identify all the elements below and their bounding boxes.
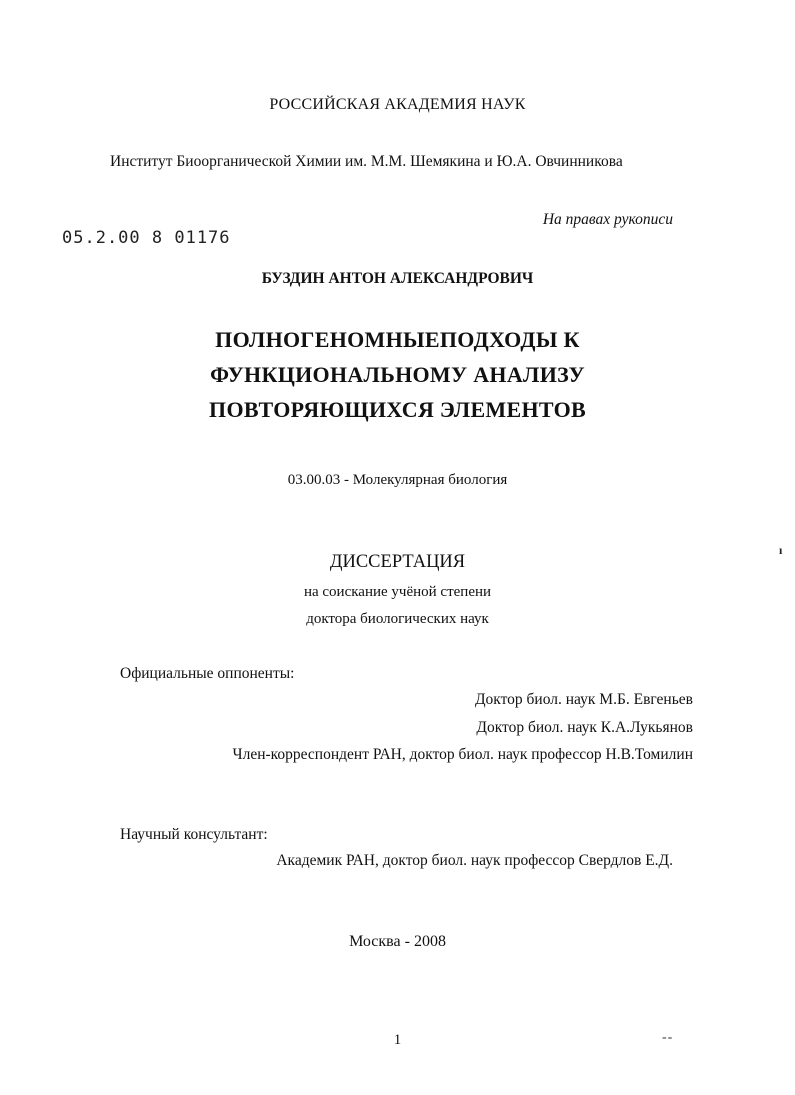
institute-name: Институт Биоорганической Химии им. М.М. Шемякина и Ю.А. Овчинникова: [110, 153, 623, 170]
city-year: Москва - 2008: [349, 933, 446, 950]
thesis-title-line: ПОВТОРЯЮЩИХСЯ ЭЛЕМЕНТОВ: [209, 397, 586, 422]
specialty-code: 03.00.03 - Молекулярная биология: [287, 472, 508, 488]
scan-speck: ı: [779, 543, 783, 557]
opponent-item: Член-корреспондент РАН, доктор биол. наук профессор Н.В.Томилин: [232, 746, 693, 763]
archive-stamp: 05.2.00 8 01176: [62, 228, 231, 248]
thesis-title-line: ФУНКЦИОНАЛЬНОМУ АНАЛИЗУ: [210, 362, 585, 387]
corner-mark: --: [662, 1030, 674, 1045]
manuscript-note: На правах рукописи: [542, 211, 673, 228]
opponent-item: Доктор биол. наук М.Б. Евгеньев: [474, 691, 693, 708]
thesis-title: [0, 322, 795, 427]
document-type: ДИССЕРТАЦИЯ: [329, 552, 466, 572]
consultant-name: Академик РАН, доктор биол. наук профессор Свердлов Е.Д.: [276, 852, 673, 869]
thesis-title-line: ПОЛНОГЕНОМНЫЕПОДХОДЫ К: [215, 327, 580, 352]
author-name: БУЗДИН АНТОН АЛЕКСАНДРОВИЧ: [261, 270, 534, 287]
opponent-item: Доктор биол. наук К.А.Лукьянов: [476, 719, 693, 736]
consultant-label: Научный консультант:: [120, 826, 268, 843]
degree-line: доктора биологических наук: [306, 611, 489, 627]
academy-name: РОССИЙСКАЯ АКАДЕМИЯ НАУК: [269, 96, 526, 113]
opponents-label: Официальные оппоненты:: [120, 665, 295, 682]
degree-line: на соискание учёной степени: [303, 584, 492, 600]
page-number: 1: [393, 1032, 402, 1048]
